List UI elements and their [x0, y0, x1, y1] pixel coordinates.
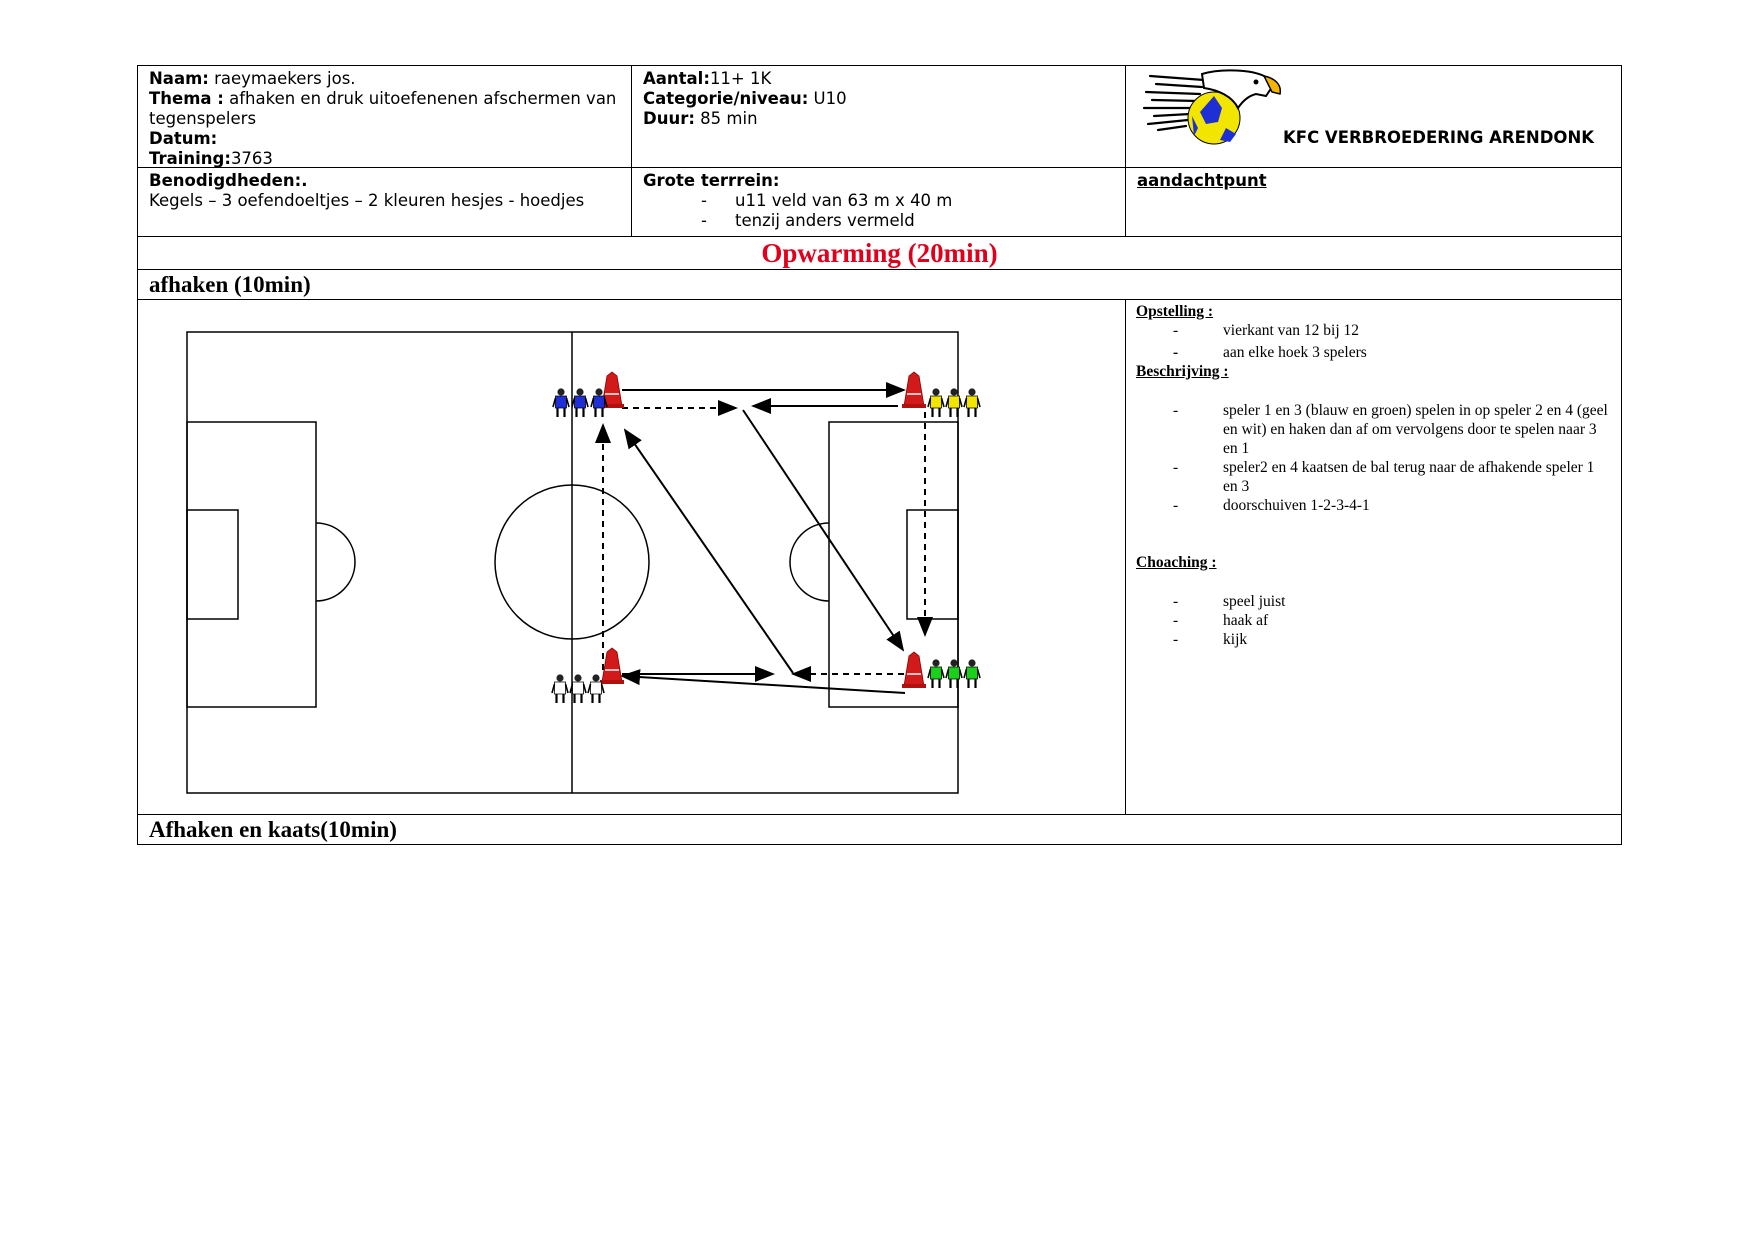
- exercise2-title: Afhaken en kaats(10min): [149, 817, 397, 842]
- player-icon: [946, 659, 962, 688]
- white-players: [552, 674, 604, 703]
- list-item: - tenzij anders vermeld: [701, 211, 915, 230]
- list-item: - u11 veld van 63 m x 40 m: [701, 191, 953, 210]
- list-item: - kijk: [1173, 631, 1248, 648]
- info-cell: [138, 66, 632, 168]
- player-icon: [553, 388, 569, 417]
- list-item: - speler 1 en 3 (blauw en groen) spelen in op speler 2 en 4 (geel en wit) en haken dan af om vervolgens door te spelen naar 3 en 1: [1173, 402, 1608, 457]
- cone-icon: [902, 652, 926, 688]
- club-logo-eagle-icon: [1142, 68, 1292, 148]
- exercise1-title-row: [138, 270, 1622, 300]
- aantal-label: Aantal:: [643, 69, 710, 88]
- training-table: [137, 65, 1622, 845]
- training-sheet: [137, 65, 1621, 845]
- opstelling-label: Opstelling :: [1136, 303, 1214, 320]
- player-icon: [928, 659, 944, 688]
- pitch-diagram: [138, 300, 1036, 814]
- exercise1-diagram-cell: [138, 300, 1126, 815]
- list-item: - haak af: [1173, 612, 1269, 629]
- exercise1-description-cell: [1126, 300, 1622, 815]
- categorie-value: U10: [808, 89, 847, 108]
- warmup-title: Opwarming (20min): [761, 238, 998, 268]
- training-label: Training:: [149, 149, 231, 168]
- exercise1-title: afhaken (10min): [149, 272, 311, 297]
- player-icon: [588, 674, 604, 703]
- club-name: KFC VERBROEDERING ARENDONK: [1283, 128, 1595, 147]
- cone-icon: [902, 372, 926, 408]
- player-icon: [572, 388, 588, 417]
- yellow-players: [928, 388, 980, 417]
- player-icon: [946, 388, 962, 417]
- exercise2-title-row: [138, 815, 1622, 845]
- aandachtpunt-label: aandachtpunt: [1137, 171, 1267, 190]
- benodigdheden-value: Kegels – 3 oefendoeltjes – 2 kleuren hesjes - hoedjes: [149, 191, 585, 210]
- naam-value: raeymaekers jos.: [208, 69, 356, 88]
- group-cell: [632, 66, 1126, 168]
- duur-value: 85 min: [694, 109, 758, 128]
- benodigdheden-cell: [138, 168, 632, 237]
- terrein-cell: [632, 168, 1126, 237]
- list-item: - vierkant van 12 bij 12: [1173, 322, 1360, 339]
- duur-label: Duur:: [643, 109, 695, 128]
- list-item: - aan elke hoek 3 spelers: [1173, 344, 1367, 361]
- training-value: 3763: [230, 149, 273, 168]
- aantal-value: 11+ 1K: [709, 69, 772, 88]
- thema-value: afhaken en druk uitoefenenen afschermen van tegenspelers: [149, 89, 617, 128]
- thema-label: Thema :: [149, 89, 224, 108]
- warmup-row: [138, 237, 1622, 270]
- terrein-label: Grote terrrein:: [643, 171, 780, 190]
- naam-label: Naam:: [149, 69, 209, 88]
- logo-cell: [1126, 66, 1622, 168]
- blue-players: [553, 388, 607, 417]
- list-item: - speel juist: [1173, 593, 1286, 610]
- pitch-lines: [187, 332, 958, 793]
- aandachtpunt-cell: [1126, 168, 1622, 237]
- player-icon: [552, 674, 568, 703]
- list-item: - doorschuiven 1-2-3-4-1: [1173, 497, 1370, 514]
- player-icon: [928, 388, 944, 417]
- coaching-label: Choaching :: [1136, 554, 1217, 571]
- player-icon: [964, 659, 980, 688]
- green-players: [928, 659, 980, 688]
- list-item: - speler2 en 4 kaatsen de bal terug naar de afhakende speler 1 en 3: [1173, 459, 1595, 495]
- datum-label: Datum:: [149, 129, 218, 148]
- run-arrows: [603, 408, 925, 674]
- categorie-label: Categorie/niveau:: [643, 89, 809, 108]
- player-icon: [964, 388, 980, 417]
- benodigdheden-label: Benodigdheden:.: [149, 171, 308, 190]
- beschrijving-label: Beschrijving :: [1136, 363, 1229, 380]
- pass-arrows: [622, 390, 905, 693]
